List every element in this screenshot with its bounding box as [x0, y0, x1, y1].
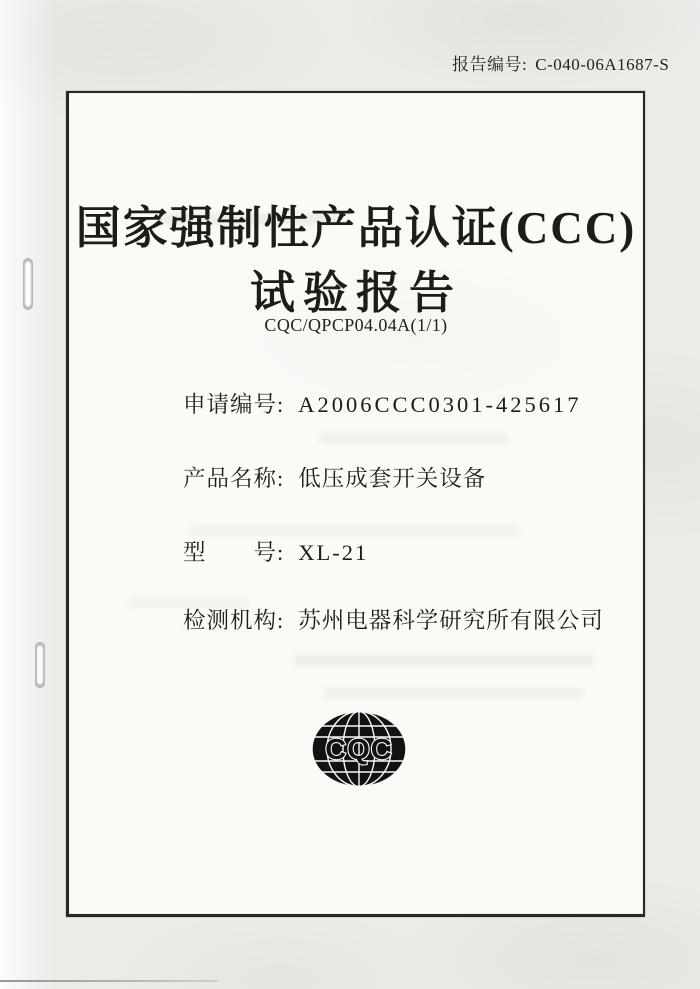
field-application-number	[183, 387, 582, 419]
report-number-label: 报告编号:	[452, 55, 528, 74]
field-label: 申请编号:	[183, 392, 285, 417]
field-model	[183, 535, 368, 567]
field-label: 型 号:	[183, 540, 285, 565]
field-value: 低压成套开关设备	[298, 466, 487, 491]
field-label: 产品名称:	[183, 466, 285, 491]
bleed-through-smudge	[294, 655, 594, 666]
report-number	[452, 50, 669, 75]
bleed-through-smudge	[319, 433, 509, 444]
field-label: 检测机构:	[183, 608, 285, 633]
bleed-through-smudge	[324, 688, 584, 699]
cqc-globe-logo-icon	[310, 709, 408, 791]
field-value: A2006CCC0301-425617	[298, 392, 582, 417]
field-product-name	[183, 461, 486, 493]
binding-hole-bottom	[35, 642, 45, 688]
document-title-line2: 试验报告	[249, 268, 462, 318]
document-title-line1: 国家强制性产品认证(CCC)	[75, 203, 637, 253]
cover-frame	[66, 91, 645, 917]
report-number-value: C-040-06A1687-S	[535, 55, 670, 74]
document-code: CQC/QPCP04.04A(1/1)	[264, 315, 448, 335]
field-value: 苏州电器科学研究所有限公司	[298, 608, 604, 633]
field-value: XL-21	[298, 540, 369, 565]
field-testing-organization	[183, 603, 604, 635]
paper-edge-line	[0, 980, 218, 982]
cqc-logo-text: CQC	[325, 734, 393, 766]
binding-hole-top	[23, 258, 33, 310]
